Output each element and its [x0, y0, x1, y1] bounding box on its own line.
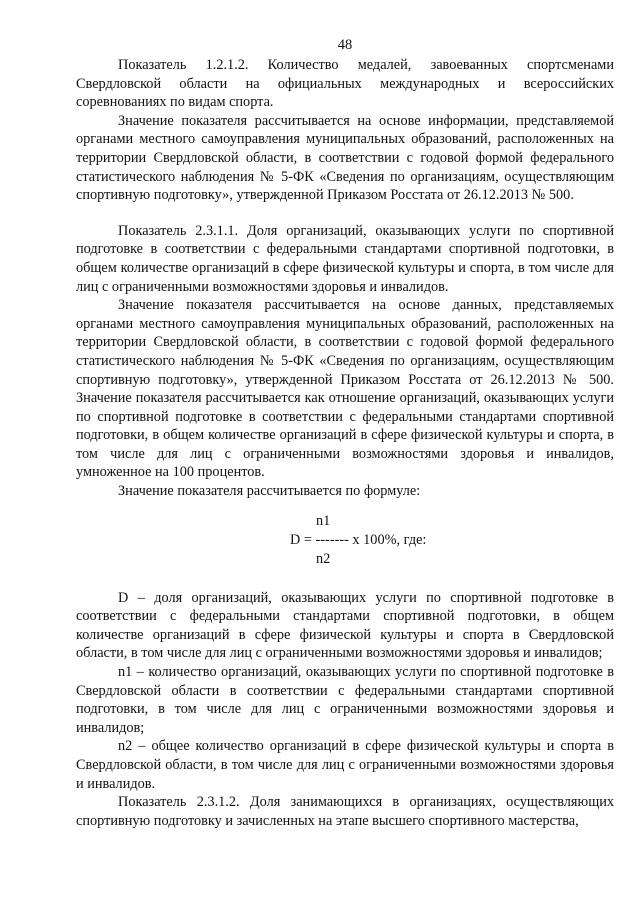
indicator-1-2-1-2-calculation: Значение показателя рассчитывается на основе информации, представляемой органами местного самоуправления муниципальных образований, расположенных на территории Свердловской области, в соответствии с годовой формой федерального статистического наблюдения № 5-ФК «Сведения по организациям, осуществляющим спортивную подготовку», утвержденной Приказом Росстата от 26.12.2013 № 500.	[76, 112, 614, 204]
definition-n2: n2 – общее количество организаций в сфере физической культуры и спорта в Свердловской области, в том числе для лиц с ограниченными возможностями здоровья и инвалидов.	[76, 738, 614, 792]
formula-intro: Значение показателя рассчитывается по формуле:	[118, 483, 421, 500]
formula-numerator: n1	[316, 512, 331, 529]
indicator-2-3-1-1-calculation: Значение показателя рассчитывается на основе данных, представляемых органами местного самоуправления муниципальных образований, расположенных на территории Свердловской области, в соответствии с годовой формой федерального статистического наблюдения № 5-ФК «Сведения по организациям, осуществляющим спортивную подготовку», утвержденной Приказом Росстата от 26.12.2013 № 500. Значение показателя рассчитывается как отношение организаций, оказывающих услуги по спортивной подготовке в соответствии с федеральными стандартами спортивной подготовки, в общем количестве организаций в сфере физической культуры и спорта, в том числе для лиц с ограниченными возможностями здоровья и инвалидов, умноженное на 100 процентов.	[76, 297, 614, 481]
formula-expression: D = ------- х 100%, где:	[290, 531, 427, 548]
definition-n1: n1 – количество организаций, оказывающих услуги по спортивной подготовке в Свердловской области в соответствии с федеральными стандартами спортивной подготовки, в том числе для лиц с ограниченными возможностями здоровья и инвалидов;	[76, 664, 614, 736]
formula	[76, 513, 614, 569]
indicator-2-3-1-2-title: Показатель 2.3.1.2. Доля занимающихся в организациях, осуществляющих спортивную подготовку и зачисленных на этапе высшего спортивного мастерства,	[76, 794, 614, 829]
paragraph-gap	[76, 205, 614, 222]
formula-denominator: n2	[316, 550, 331, 567]
page-number: 48	[337, 37, 353, 53]
indicator-2-3-1-1-title: Показатель 2.3.1.1. Доля организаций, оказывающих услуги по спортивной подготовке в соответствии с федеральными стандартами спортивной подготовки, в общем количестве организаций в сфере физической культуры и спорта, в том числе для лиц с ограниченными возможностями здоровья и инвалидов.	[76, 222, 614, 295]
definition-d: D – доля организаций, оказывающих услуги по спортивной подготовке в соответствии с федеральными стандартами спортивной подготовки, в общем количестве организаций в сфере физической культуры и спорта в Свердловской области, в том числе для лиц с ограниченными возможностями здоровья и инвалидов;	[76, 589, 614, 662]
indicator-1-2-1-2-title: Показатель 1.2.1.2. Количество медалей, завоеванных спортсменами Свердловской области на официальных международных и всероссийских соревнованиях по видам спорта.	[76, 57, 614, 111]
